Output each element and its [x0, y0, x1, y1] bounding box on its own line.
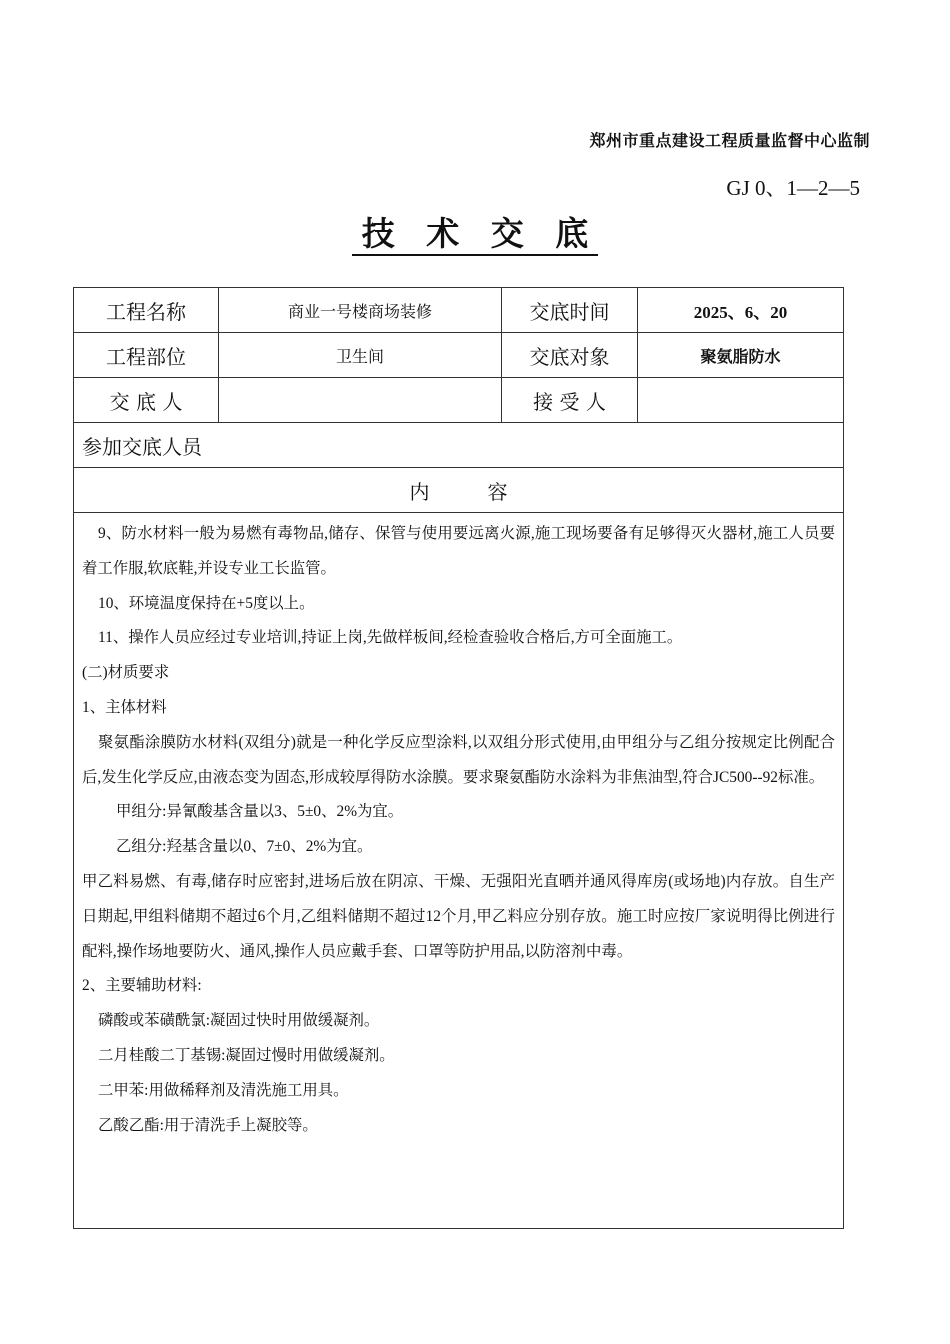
content-paragraph: 乙组分:羟基含量以0、7±0、2%为宜。 — [116, 838, 373, 856]
disclosure-form — [73, 287, 844, 1229]
form-row-project — [74, 288, 844, 333]
content-paragraph: 甲乙料易燃、有毒,储存时应密封,进场后放在阴凉、干燥、无强阳光直晒并通风得库房(或场地)内存放。自生产日期起,甲组料储期不超过6个月,乙组料储期不超过12个月,甲乙料应分别存放。施工时应按厂家说明得比例进行配料,操作场地要防火、通风,操作人员应戴手套、口罩等防护用品,以防溶剂中毒。 — [82, 872, 835, 960]
participants-label: 参加交底人员 — [74, 423, 844, 468]
project-name-label: 工程名称 — [74, 288, 219, 333]
page-title-text: 技 术 交 底 — [352, 214, 598, 256]
form-row-content-head — [74, 468, 844, 513]
form-row-part — [74, 333, 844, 378]
date-label: 交底时间 — [502, 288, 638, 333]
part-value: 卫生间 — [219, 333, 502, 378]
content-paragraph: 乙酸乙酯:用于清洗手上凝胶等。 — [98, 1116, 318, 1134]
content-paragraph: 1、主体材料 — [82, 698, 167, 716]
target-label: 交底对象 — [502, 333, 638, 378]
supervisor-note: 郑州市重点建设工程质量监督中心监制 — [589, 131, 870, 150]
form-row-people — [74, 378, 844, 423]
content-heading: 内容 — [74, 468, 844, 513]
date-value: 2025、6、20 — [638, 288, 844, 333]
receiver-value — [638, 378, 844, 423]
content-paragraph: 9、防水材料一般为易燃有毒物品,储存、保管与使用要远离火源,施工现场要备有足够得灭火器材,施工人员要着工作服,软底鞋,并设专业工长监管。 — [82, 525, 835, 577]
form-row-participants — [74, 423, 844, 468]
part-label: 工程部位 — [74, 333, 219, 378]
document-code: GJ 0、1—2—5 — [726, 176, 860, 200]
content-text — [74, 513, 843, 1143]
content-paragraph: 磷酸或苯磺酰氯:凝固过快时用做缓凝剂。 — [98, 1012, 380, 1030]
content-paragraph: 二月桂酸二丁基锡:凝固过慢时用做缓凝剂。 — [98, 1046, 395, 1064]
receiver-label: 接 受 人 — [502, 378, 638, 423]
discloser-label: 交 底 人 — [74, 378, 219, 423]
content-paragraph: 11、操作人员应经过专业培训,持证上岗,先做样板间,经检查验收合格后,方可全面施工。 — [98, 629, 683, 647]
content-body — [74, 513, 844, 1229]
content-paragraph: 二甲苯:用做稀释剂及清洗施工用具。 — [98, 1081, 349, 1099]
discloser-value — [219, 378, 502, 423]
form-row-content — [74, 513, 844, 1229]
content-paragraph: 甲组分:异氰酸基含量以3、5±0、2%为宜。 — [116, 803, 404, 821]
content-paragraph: 10、环境温度保持在+5度以上。 — [98, 594, 315, 612]
content-paragraph: 2、主要辅助材料: — [82, 977, 202, 995]
content-paragraph: 聚氨酯涂膜防水材料(双组分)就是一种化学反应型涂料,以双组分形式使用,由甲组分与乙组分按规定比例配合后,发生化学反应,由液态变为固态,形成较厚得防水涂膜。要求聚氨酯防水涂料为非焦油型,符合JC500--92标准。 — [82, 733, 835, 786]
project-name-value: 商业一号楼商场装修 — [219, 288, 502, 333]
target-value: 聚氨脂防水 — [638, 333, 844, 378]
content-paragraph: (二)材质要求 — [82, 664, 170, 682]
page-title — [0, 214, 950, 256]
